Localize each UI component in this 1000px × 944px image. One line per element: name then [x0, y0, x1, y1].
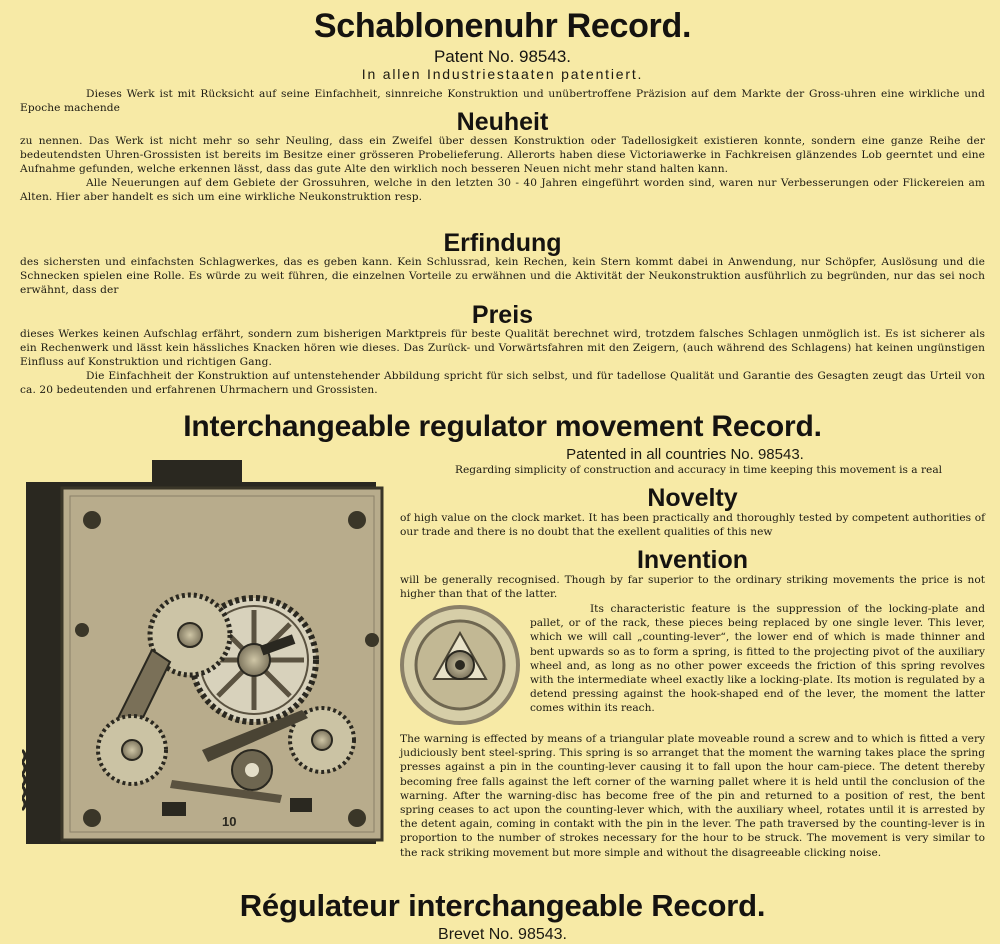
warning-disc-illustration — [398, 603, 522, 727]
text: dieses Werkes keinen Aufschlag erfährt, sondern zum bisherigen Marktpreis für beste Qualität berechnet wird, trotzdem falsches Schlagen unmöglich ist. Es ist sicherer als ein Rechenwerk und lässt kein hässliches Knacken hören wie dieses. Das Zurück- und Vorwärtsfahren mit den Zeigern, (auch während des Schlagens) hat keinen ungünstigen Einfluss auf Konstruktion und richtigen Gang. — [20, 328, 985, 368]
heading-invention: Invention — [636, 546, 749, 574]
clock-movement-illustration — [22, 450, 390, 850]
english-title: Interchangeable regulator movement Record. — [183, 410, 822, 443]
english-paragraph-4 — [530, 602, 985, 716]
plate-number: 10 — [222, 814, 237, 829]
german-patent: Patent No. 98543. — [433, 47, 572, 66]
block — [162, 802, 186, 816]
heading-neuheit: Neuheit — [456, 108, 549, 136]
text: will be generally recognised. Though by far superior to the ordinary striking movements the price is not higher than that of the latter. — [400, 574, 985, 601]
heading-erfindung: Erfindung — [443, 229, 562, 257]
english-paragraph-2 — [400, 511, 985, 539]
english-paragraph-5 — [400, 732, 985, 860]
french-title: Régulateur interchangeable Record. — [239, 888, 766, 923]
text: Dieses Werk ist mit Rücksicht auf seine Einfachheit, sinnreiche Konstruktion und unübertroffene Präzision auf dem Markte der Gross-uhren eine wirkliche und Epoche machende — [20, 88, 985, 114]
text: of high value on the clock market. It has been practically and thoroughly tested by competent authorities of our trade and there is no doubt that the exellent qualities of this new — [400, 512, 985, 539]
english-paragraph-1 — [400, 463, 985, 477]
german-paragraph-4 — [20, 327, 985, 397]
german-paragraph-2 — [20, 134, 985, 204]
text: Die Einfachheit der Konstruktion auf untenstehender Abbildung spricht für sich selbst, und für tadellose Qualität und Garantie des Gesagten zeugt das Urteil von ca. 20 bedeutenden und erfahrenen Uhrmachern und Grossisten. — [20, 370, 985, 396]
heading-novelty: Novelty — [647, 484, 738, 512]
heading-preis: Preis — [471, 301, 534, 329]
text: zu nennen. Das Werk ist nicht mehr so sehr Neuling, dass ein Zweifel über dessen Konstruktion oder Tadellosigkeit existieren konnte, sondern eine ganze Reihe der bedeutendsten Uhren-Grossisten ist bereits im Besitze einer grösseren Probelieferung. Allerorts haben diese Victoriawerke in Fachkreisen glänzendes Lob geerntet und eine Aufnahme gefunden, welche erkennen lässt, dass das gute Alte den wirklich noch besseren Neuen nicht mehr stand halten kann. — [20, 135, 985, 175]
german-title: Schablonenuhr Record. — [313, 7, 692, 45]
text: Alle Neuerungen auf dem Gebiete der Grossuhren, welche in den letzten 30 - 40 Jahren eingeführt worden sind, waren nur Verbesserungen oder Flickereien am Alten. Hier aber handelt es sich um eine wirkliche Neukonstruktion resp. — [20, 177, 985, 203]
text: Regarding simplicity of construction and accuracy in time keeping this movement is a real — [455, 464, 943, 476]
french-patent: Brevet No. 98543. — [438, 926, 567, 943]
lower-left-wheel — [98, 716, 166, 784]
english-patent: Patented in all countries No. 98543. — [566, 446, 804, 463]
text: Its characteristic feature is the suppression of the locking-plate and pallet, or of the rack, these pieces being replaced by one single lever. This lever, which we will call „counting-lever“, the lower end of which is made thinner and bent upwards so as to form a spring, is fitted to the projecting pivot of the auxiliary wheel and, as long as no other power exceeds the friction of this spring revolves with the intermediate wheel exactly like a locking-plate. Its motion is regulated by a detend pressing against the hook-shaped end of the lever, the moment the latter comes within its reach. — [530, 603, 985, 715]
block — [290, 798, 312, 812]
german-subtitle: In allen Industriestaaten patentiert. — [361, 66, 644, 82]
german-paragraph-3 — [20, 255, 985, 297]
english-paragraph-3 — [400, 573, 985, 601]
text: The warning is effected by means of a triangular plate moveable round a screw and to which is fitted a very judiciously bent steel-spring. This spring is so arranget that the moment the warning takes place the spring presses against a pin in the counting-lever causing it to fall upon the hour cam-piece. The detent thereby becoming free falls against the left corner of the warning pallet where it is held until the conclusion of the warning. After the warning-disc has become free of the pin and returned to a position of rest, the bent spring ceases to act upon the counting-lever which, with the auxiliary wheel, rotates until it is arrested by the detent again, coming in contakt with the pin in the lever. The path traversed by the counting-lever is in proportion to the number of strokes necessary for the hour to be struck. The movement is very similar to the rack striking movement but more simple and without the disagreeable clicking noise. — [400, 733, 985, 859]
text: des sichersten und einfachsten Schlagwerkes, das es geben kann. Kein Schlussrad, kein Rechen, kein Stern kommt dabei in Anwendung, nur Schöpfer, Auslösung und die Schnecken spielen eine Rolle. Es würde zu weit führen, die einzelnen Vorteile zu erwähnen und die Aktivität der Neukonstruktion ausführlich zu begründen, nur das sei noch erwähnt, dass der — [20, 256, 985, 296]
